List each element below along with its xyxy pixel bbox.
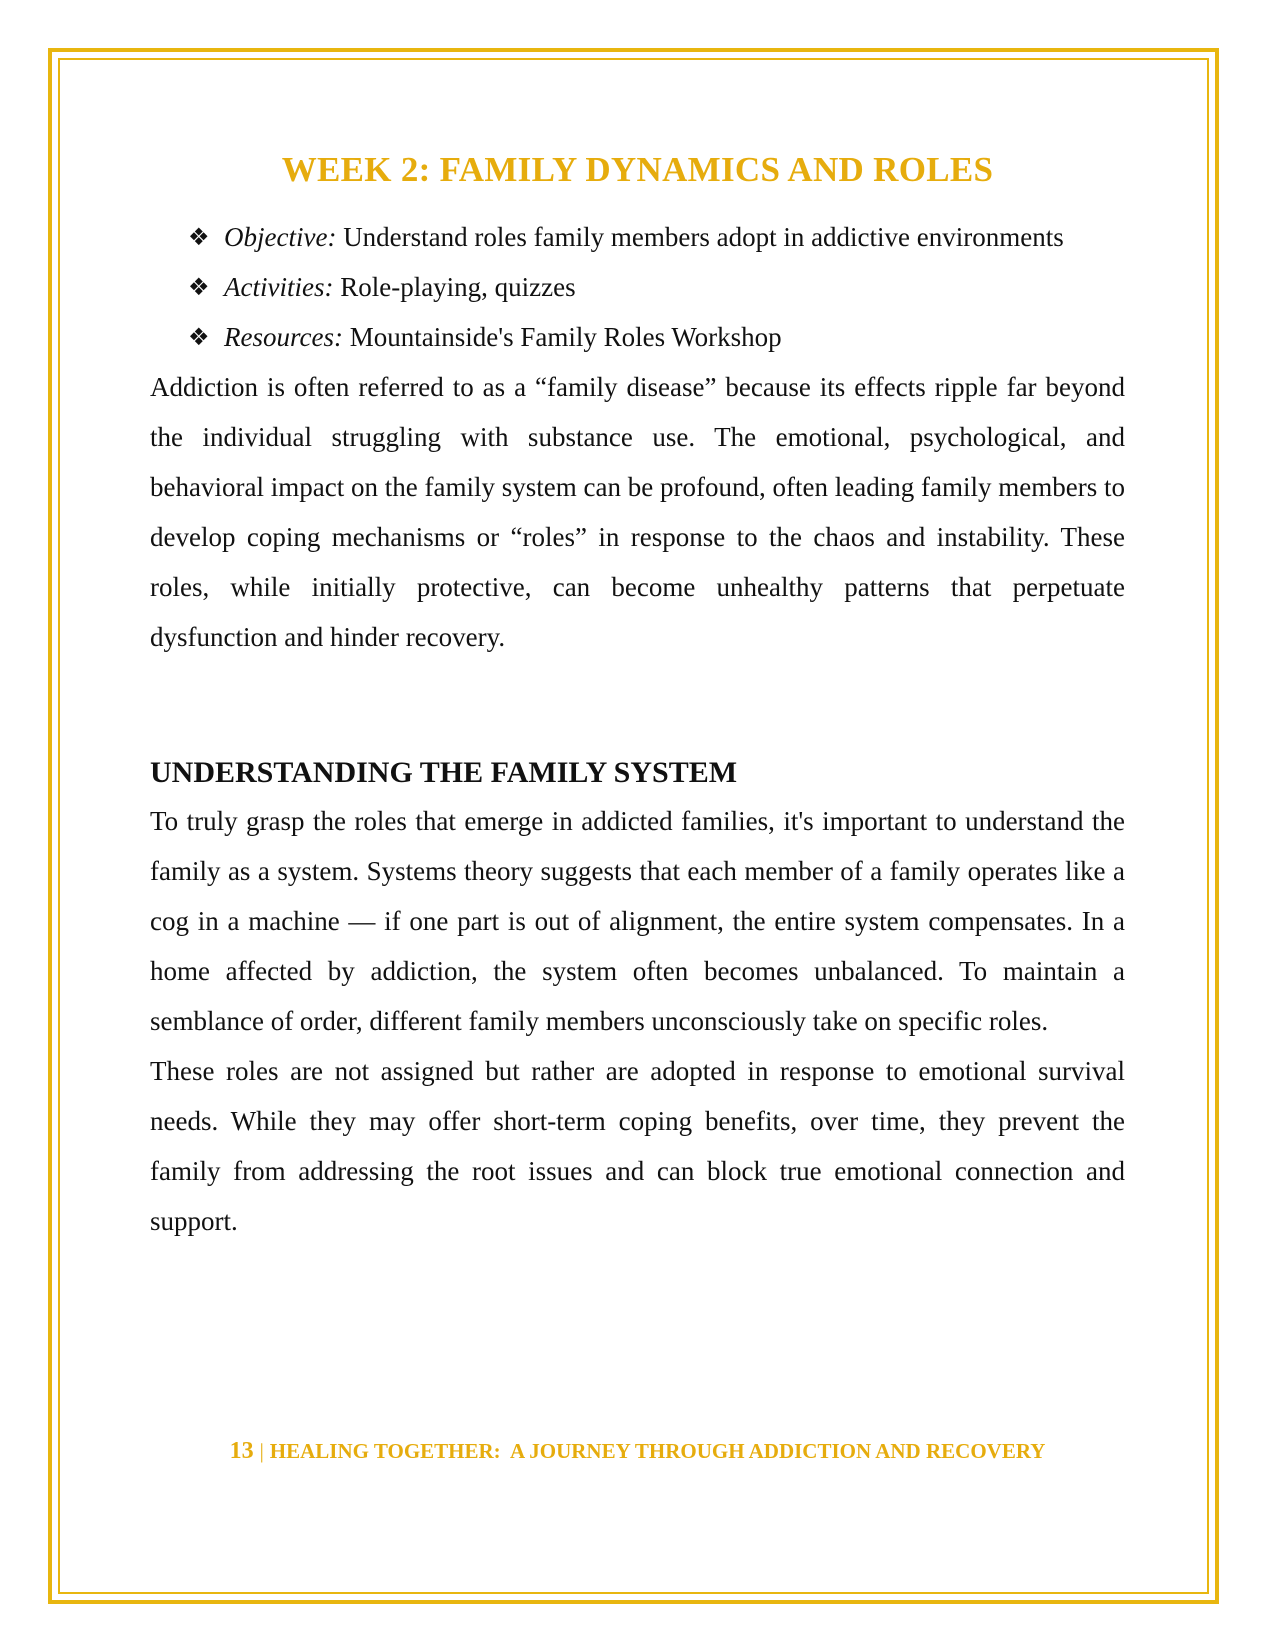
diamond-bullet-icon: ❖ (188, 323, 210, 351)
page-number: 13 (229, 1438, 254, 1464)
diamond-bullet-icon: ❖ (188, 273, 210, 301)
list-item (188, 312, 1125, 362)
bullet-text: Mountainside's Family Roles Workshop (349, 322, 782, 352)
intro-paragraph: Addiction is often referred to as a “family disease” because its effects ripple far beyond the individual struggling with substance use. The emotional, psychological, and behavioral impact on the family system can be profound, often leading family members to develop coping mechanisms or “roles” in response to the chaos and instability. These roles, while initially protective, can become unhealthy patterns that perpetuate dysfunction and hinder recovery. (150, 372, 1125, 652)
bullet-text: Role-playing, quizzes (340, 272, 576, 302)
week-title: WEEK 2: FAMILY DYNAMICS AND ROLES (281, 150, 994, 189)
section-title: UNDERSTANDING THE FAMILY SYSTEM (150, 756, 738, 789)
page-content (150, 140, 1125, 1246)
bullet-label: Resources: (224, 322, 343, 352)
bullet-label: Activities: (224, 272, 334, 302)
section-paragraph: To truly grasp the roles that emerge in addicted families, it's important to understand the family as a system. Systems theory suggests that each member of a family operates like a cog in a machine — if one part is out of alignment, the entire system compensates. In a home affected by addiction, the system often becomes unbalanced. To maintain a semblance of order, different family members unconsciously take on specific roles. (150, 806, 1125, 1036)
bullet-text: Understand roles family members adopt in addictive environments (343, 222, 1064, 252)
page-footer (0, 1438, 1275, 1465)
list-item (188, 212, 1125, 262)
list-item (188, 262, 1125, 312)
footer-separator: | (259, 1439, 264, 1463)
diamond-bullet-icon: ❖ (188, 223, 210, 251)
objectives-list (150, 212, 1125, 362)
bullet-label: Objective: (224, 222, 337, 252)
section-paragraph: These roles are not assigned but rather are adopted in response to emotional survival needs. While they may offer short-term coping benefits, over time, they prevent the family from addressing the root issues and can block true emotional connection and support. (150, 1056, 1125, 1236)
book-title: HEALING TOGETHER: A JOURNEY THROUGH ADDICTION AND RECOVERY (269, 1439, 1046, 1463)
